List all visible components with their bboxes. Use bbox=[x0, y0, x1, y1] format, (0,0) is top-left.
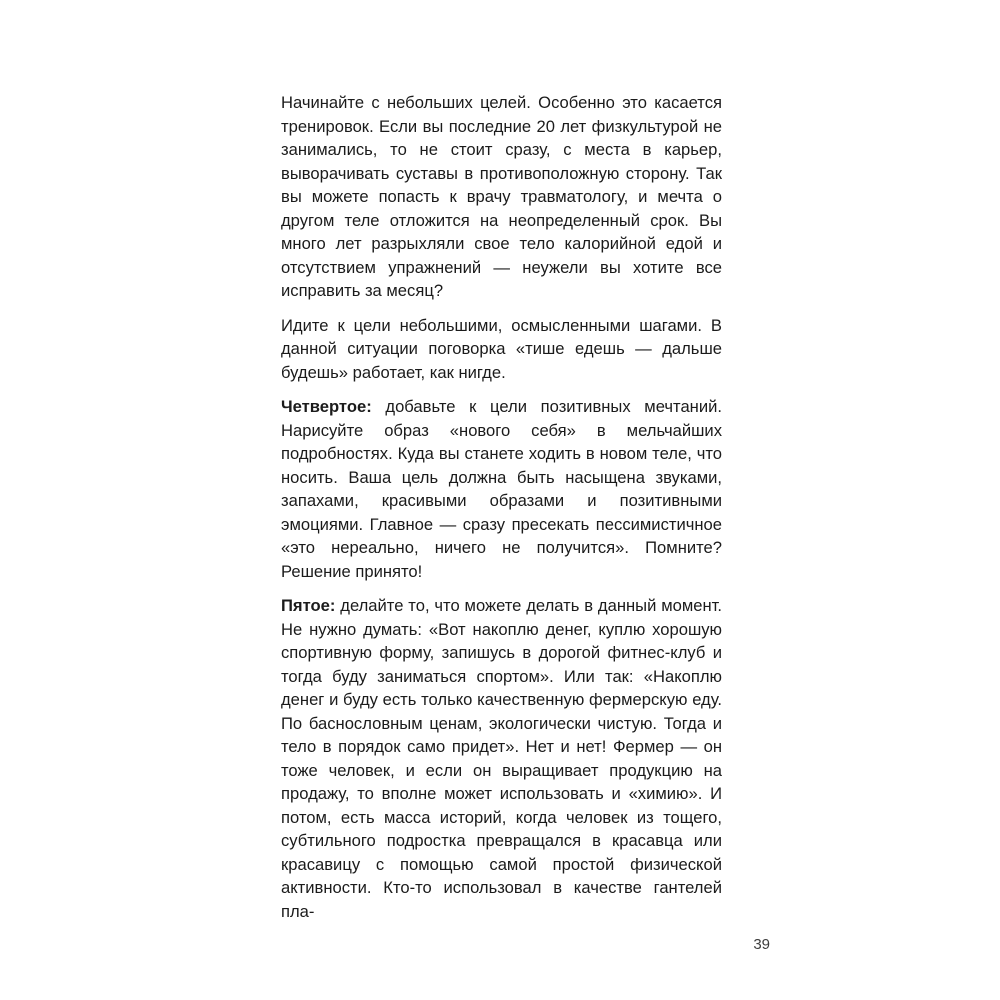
paragraph-text: делайте то, что можете делать в данный момент. Не нужно думать: «Вот накоплю денег, куплю хорошую спортивную форму, запишусь в дорогой фитнес-клуб и тогда буду заниматься спортом». Или так: «Накоплю денег и буду есть только качественную фермерскую еду. По баснословным ценам, экологически чистую. Тогда и тело в порядок само придет». Нет и нет! Фермер — он тоже человек, и если он выращивает продукцию на продажу, то вполне может использовать и «химию». И потом, есть масса историй, когда человек из тощего, субтильного подростка превращался в красавца или красавицу с помощью самой простой физической активности. Кто-то использовал в качестве гантелей пла- bbox=[281, 596, 722, 921]
paragraph-text: Идите к цели небольшими, осмысленными шагами. В данной ситуации поговорка «тише едешь — дальше будешь» работает, как нигде. bbox=[281, 315, 722, 382]
paragraph bbox=[281, 594, 722, 923]
paragraph bbox=[281, 314, 722, 385]
paragraph-lead: Пятое: bbox=[281, 596, 336, 615]
paragraph-text: добавьте к цели позитивных мечтаний. Нарисуйте образ «нового себя» в мельчайших подробностях. Куда вы станете ходить в новом теле, что носить. Ваша цель должна быть насыщена звуками, запахами, красивыми образами и позитивными эмоциями. Главное — сразу пресекать пессимистичное «это нереально, ничего не получится». Помните? Решение принято! bbox=[281, 397, 722, 581]
page-content bbox=[281, 91, 722, 934]
paragraph-text: Начинайте с небольших целей. Особенно это касается тренировок. Если вы последние 20 лет физкультурой не занимались, то не стоит сразу, с места в карьер, выворачивать суставы в противоположную сторону. Так вы можете попасть к врачу травматологу, и мечта о другом теле отложится на неопределенный срок. Вы много лет разрыхляли свое тело калорийной едой и отсутствием упражнений — неужели вы хотите все исправить за месяц? bbox=[281, 93, 722, 300]
paragraph bbox=[281, 395, 722, 583]
paragraph-lead: Четвертое: bbox=[281, 397, 372, 416]
page-number: 39 bbox=[753, 936, 770, 953]
paragraph bbox=[281, 91, 722, 303]
